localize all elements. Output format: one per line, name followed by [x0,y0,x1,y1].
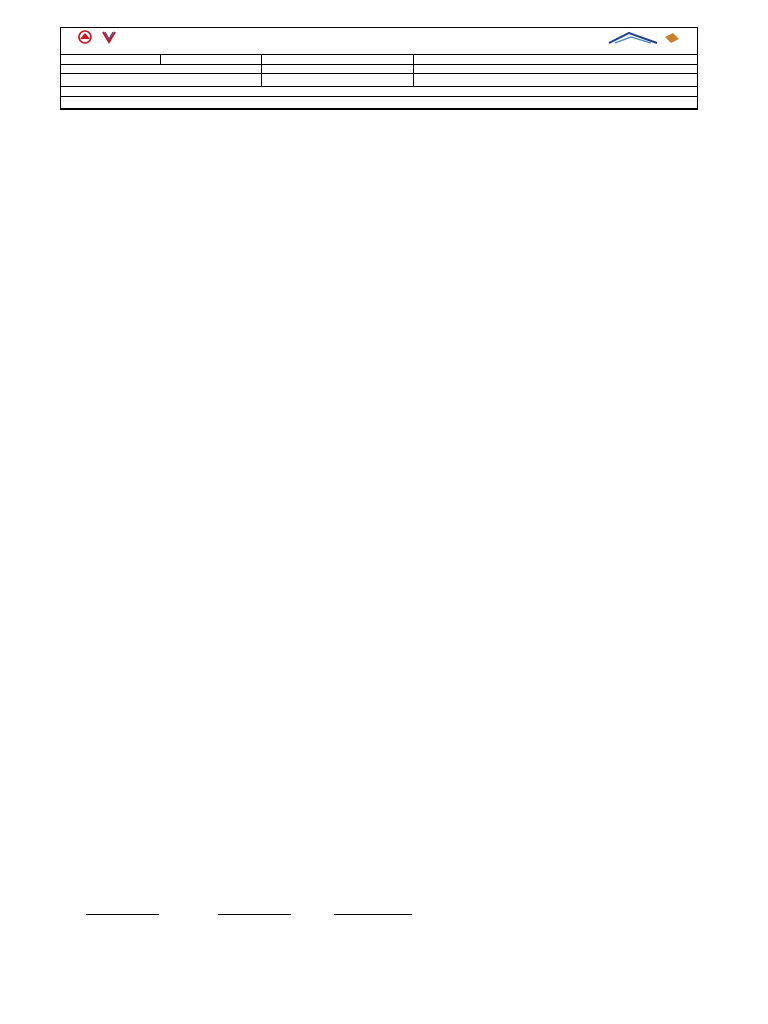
pm-form [60,27,698,110]
engine-model-field[interactable] [414,55,697,64]
no-unit-field[interactable] [262,55,414,64]
lokasi-field[interactable] [61,74,262,86]
model-field[interactable] [161,55,262,64]
tanggal-field[interactable] [61,55,161,64]
technician-signature-line[interactable] [86,914,159,915]
bumi-suksesindo-logo [607,29,693,54]
sany-logo [63,29,143,54]
header-fields-row-1 [61,55,697,65]
superintendent-signature-line[interactable] [334,914,412,915]
km-field[interactable] [414,74,697,86]
header-fields-row-2 [61,74,697,87]
header-fields-blank-row [61,65,697,74]
supervisor-signature-line[interactable] [218,914,291,915]
form-header [61,28,697,55]
hm-field[interactable] [262,74,414,86]
part-service-section [60,664,570,672]
